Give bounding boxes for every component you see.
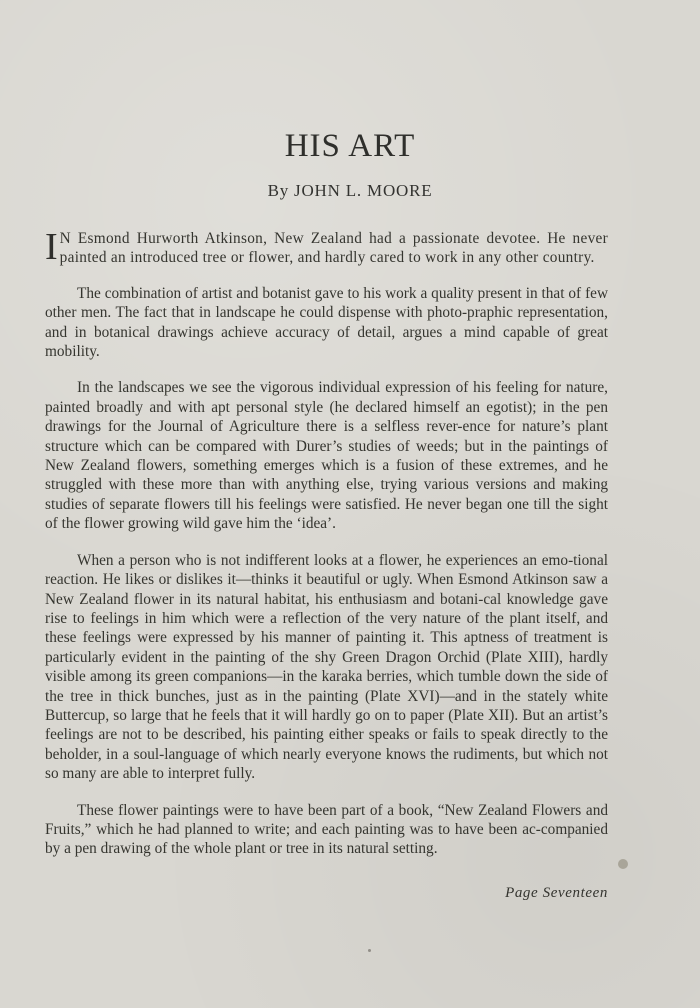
author-byline: By JOHN L. MOORE xyxy=(267,181,433,200)
drop-cap: I xyxy=(45,226,58,268)
body-paragraph: When a person who is not indifferent looks at a flower, he experiences an emo-tional reaction. He likes or dislikes it—thinks it beautiful or ugly. When Esmond Atkinson saw a New Zealand flower in its natural habitat, his enthusiasm and botani-cal knowledge gave rise to feelings in him which were a reflection of the very nature of the plant itself, and these feelings were expressed by his manner of painting it. This aptness of treatment is particularly evident in the painting of the shy Green Dragon Orchid (Plate XIII), hardly visible among its green companions—in the karaka berries, which tumble down the side of the tree in thick bunches, just as in the painting (Plate XVI)—and in the stately white Buttercup, so large that he feels that it will hardly go on to paper (Plate XII). But an artist’s feelings are not to be described, his painting either speaks or fails to speak directly to the beholder, in a soul-language of which nearly everyone knows the rudiments, but which not so many are able to interpret fully. xyxy=(45,551,608,783)
article-body xyxy=(45,226,608,876)
body-paragraph: The combination of artist and botanist gave to his work a quality present in that of few other men. The fact that in landscape he could dispense with photo-praphic representation, and in botanical drawings achieve accuracy of detail, argues a mind capable of great mobility. xyxy=(45,284,608,361)
page-label: Page Seventeen xyxy=(505,885,608,901)
opening-paragraph xyxy=(45,226,608,268)
article-title: HIS ART xyxy=(284,128,416,164)
opening-paragraph-text: N Esmond Hurworth Atkinson, New Zealand had a passionate devotee. He never painted an introduced tree or flower, and hardly cared to work in any other country. xyxy=(59,230,608,267)
body-paragraph: These flower paintings were to have been part of a book, “New Zealand Flowers and Fruits,” which he had planned to write; and each painting was to have been ac-companied by a pen drawing of the whole plant or tree in its natural setting. xyxy=(45,801,608,858)
paper-dot xyxy=(368,949,371,952)
paper-speck xyxy=(618,859,628,869)
body-paragraph: In the landscapes we see the vigorous individual expression of his feeling for nature, painted broadly and with apt personal style (he declared himself an egotist); in the pen drawings for the Journal of Agriculture there is a selfless rever-ence for nature’s plant structure which can be compared with Durer’s studies of weeds; but in the paintings of New Zealand flowers, something emerges which is a fusion of these extremes, and he struggled with these more than with anything else, trying various versions and making studies of separate flowers till his feelings were satisfied. He never began one till the sight of the flower growing wild gave him the ‘idea’. xyxy=(45,379,608,533)
